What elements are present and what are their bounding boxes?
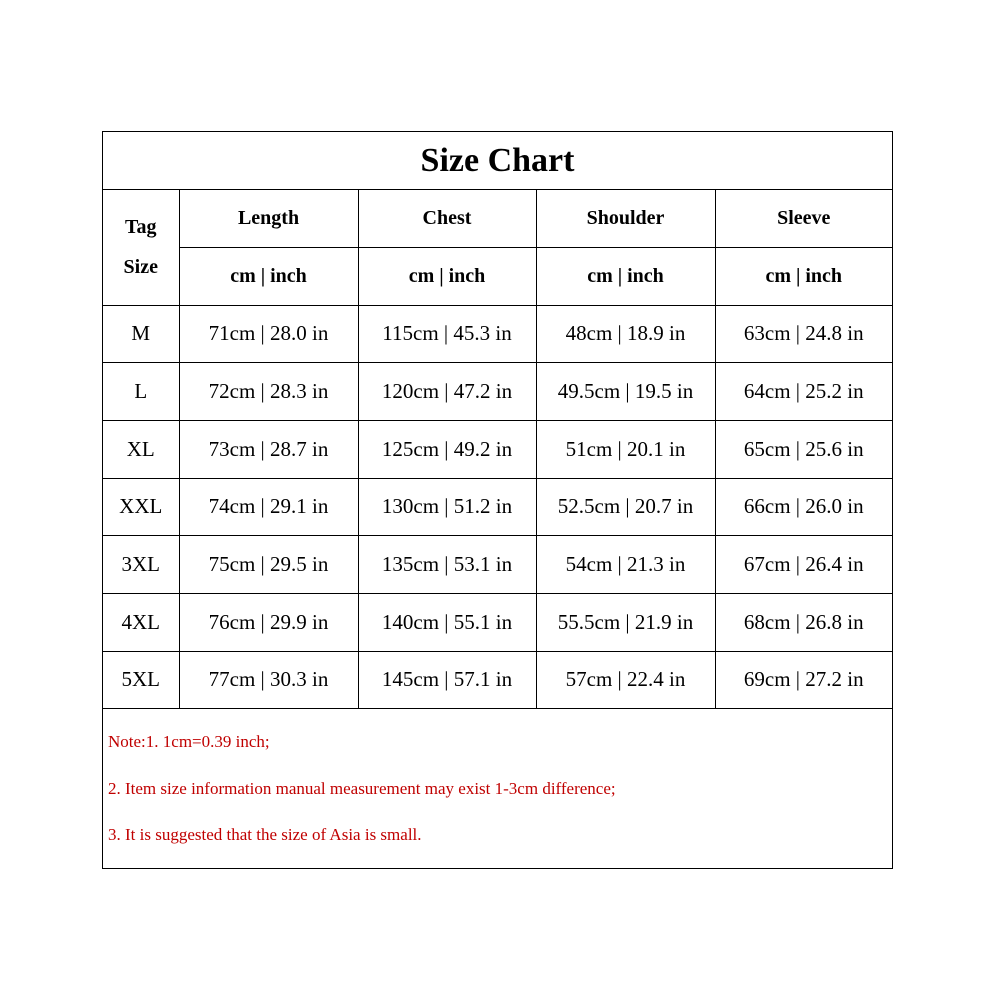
tag-label: Tag: [124, 216, 157, 239]
unit-row: [103, 248, 892, 306]
table-row: [103, 363, 892, 421]
size-cell: 3XL: [103, 536, 179, 594]
header-row: [103, 190, 892, 248]
size-chart: [102, 131, 893, 869]
chart-title: Size Chart: [103, 132, 892, 190]
length-cell: 71cm | 28.0 in: [179, 305, 358, 363]
shoulder-cell: 54cm | 21.3 in: [536, 536, 715, 594]
sleeve-cell: 67cm | 26.4 in: [715, 536, 892, 594]
table-row: [103, 478, 892, 536]
note-asia-size: 3. It is suggested that the size of Asia is small.: [108, 825, 422, 844]
note-conversion: Note:1. 1cm=0.39 inch;: [108, 732, 270, 751]
shoulder-cell: 48cm | 18.9 in: [536, 305, 715, 363]
length-cell: 77cm | 30.3 in: [179, 651, 358, 709]
sleeve-cell: 65cm | 25.6 in: [715, 420, 892, 478]
table-row: [103, 536, 892, 594]
shoulder-cell: 49.5cm | 19.5 in: [536, 363, 715, 421]
notes-section: [103, 710, 892, 868]
sleeve-cell: 64cm | 25.2 in: [715, 363, 892, 421]
length-header: Length: [179, 190, 358, 248]
length-cell: 74cm | 29.1 in: [179, 478, 358, 536]
table-row: [103, 593, 892, 651]
size-cell: 5XL: [103, 651, 179, 709]
table-row: [103, 651, 892, 709]
chest-cell: 135cm | 53.1 in: [358, 536, 536, 594]
length-unit: cm | inch: [179, 248, 358, 306]
sleeve-unit: cm | inch: [715, 248, 892, 306]
sleeve-cell: 66cm | 26.0 in: [715, 478, 892, 536]
chest-header: Chest: [358, 190, 536, 248]
size-cell: XL: [103, 420, 179, 478]
chest-cell: 140cm | 55.1 in: [358, 593, 536, 651]
shoulder-cell: 52.5cm | 20.7 in: [536, 478, 715, 536]
chest-cell: 130cm | 51.2 in: [358, 478, 536, 536]
sleeve-header: Sleeve: [715, 190, 892, 248]
length-cell: 76cm | 29.9 in: [179, 593, 358, 651]
sleeve-cell: 68cm | 26.8 in: [715, 593, 892, 651]
table-row: [103, 420, 892, 478]
chest-cell: 145cm | 57.1 in: [358, 651, 536, 709]
size-cell: 4XL: [103, 593, 179, 651]
shoulder-cell: 57cm | 22.4 in: [536, 651, 715, 709]
chest-cell: 120cm | 47.2 in: [358, 363, 536, 421]
size-table: [103, 190, 892, 709]
shoulder-cell: 51cm | 20.1 in: [536, 420, 715, 478]
size-cell: M: [103, 305, 179, 363]
tag-size-header: [103, 190, 179, 305]
length-cell: 73cm | 28.7 in: [179, 420, 358, 478]
chest-cell: 115cm | 45.3 in: [358, 305, 536, 363]
length-cell: 75cm | 29.5 in: [179, 536, 358, 594]
sleeve-cell: 63cm | 24.8 in: [715, 305, 892, 363]
size-label: Size: [123, 256, 158, 279]
shoulder-header: Shoulder: [536, 190, 715, 248]
length-cell: 72cm | 28.3 in: [179, 363, 358, 421]
note-measurement: 2. Item size information manual measurement may exist 1-3cm difference;: [108, 779, 616, 798]
shoulder-cell: 55.5cm | 21.9 in: [536, 593, 715, 651]
size-cell: L: [103, 363, 179, 421]
table-row: [103, 305, 892, 363]
chest-unit: cm | inch: [358, 248, 536, 306]
size-cell: XXL: [103, 478, 179, 536]
shoulder-unit: cm | inch: [536, 248, 715, 306]
sleeve-cell: 69cm | 27.2 in: [715, 651, 892, 709]
chest-cell: 125cm | 49.2 in: [358, 420, 536, 478]
